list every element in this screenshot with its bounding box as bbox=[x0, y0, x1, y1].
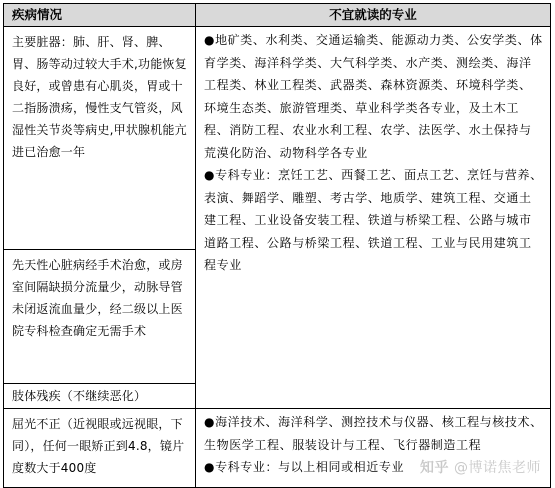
majors-paragraph: ●地矿类、水利类、交通运输类、能源动力类、公安学类、体育学类、海洋科学类、大气科学类、水产类、测绘类、海洋工程类、林业工程类、武器类、森林资源类、环境科学类、环境生态类、旅游管理类、草业科学类各专业，及土木工程、消防工程、农业水利工程、农学、法医学、水土保持与荒漠化防治、动物科学各专业 bbox=[204, 33, 543, 160]
table-header-row bbox=[4, 4, 551, 27]
condition-cell: 先天性心脏病经手术治愈，或房室间隔缺损分流量少，动脉导管未闭返流血量少，经二级以上医院专科检查确定无需手术 bbox=[4, 250, 196, 384]
watermark-site: 知乎 bbox=[420, 460, 450, 476]
condition-cell: 主要脏器：肺、肝、肾、脾、胃、肠等动过较大手术,功能恢复良好，或曾患有心肌炎，胃或十二指肠溃疡，慢性支气管炎，风湿性关节炎等病史,甲状腺机能亢进已治愈一年 bbox=[4, 27, 196, 250]
header-majors: 不宜就读的专业 bbox=[196, 4, 551, 27]
disease-major-table bbox=[3, 3, 551, 488]
majors-paragraph: ●专科专业：与以上相同或相近专业 bbox=[204, 460, 405, 474]
watermark bbox=[420, 457, 541, 477]
condition-cell: 屈光不正（近视眼或远视眼，下同），任何一眼矫正到4.8，镜片度数大于400度 bbox=[4, 409, 196, 488]
watermark-author: @博诺焦老师 bbox=[454, 460, 541, 476]
condition-cell: 肢体残疾（不继续恶化） bbox=[4, 384, 196, 409]
majors-cell bbox=[196, 27, 551, 409]
header-condition: 疾病情况 bbox=[4, 4, 196, 27]
majors-paragraph: ●专科专业：烹饪工艺、西餐工艺、面点工艺、烹饪与营养、表演、舞蹈学、雕塑、考古学、地质学、建筑工程、交通土建工程、工业设备安装工程、铁道与桥梁工程、公路与城市道路工程、公路与桥梁工程、铁道工程、工业与民用建筑工程专业 bbox=[204, 168, 543, 272]
table-row bbox=[4, 27, 551, 250]
majors-paragraph: ●海洋技术、海洋科学、测控技术与仪器、核工程与核技术、生物医学工程、服装设计与工程、飞行器制造工程 bbox=[204, 415, 543, 452]
